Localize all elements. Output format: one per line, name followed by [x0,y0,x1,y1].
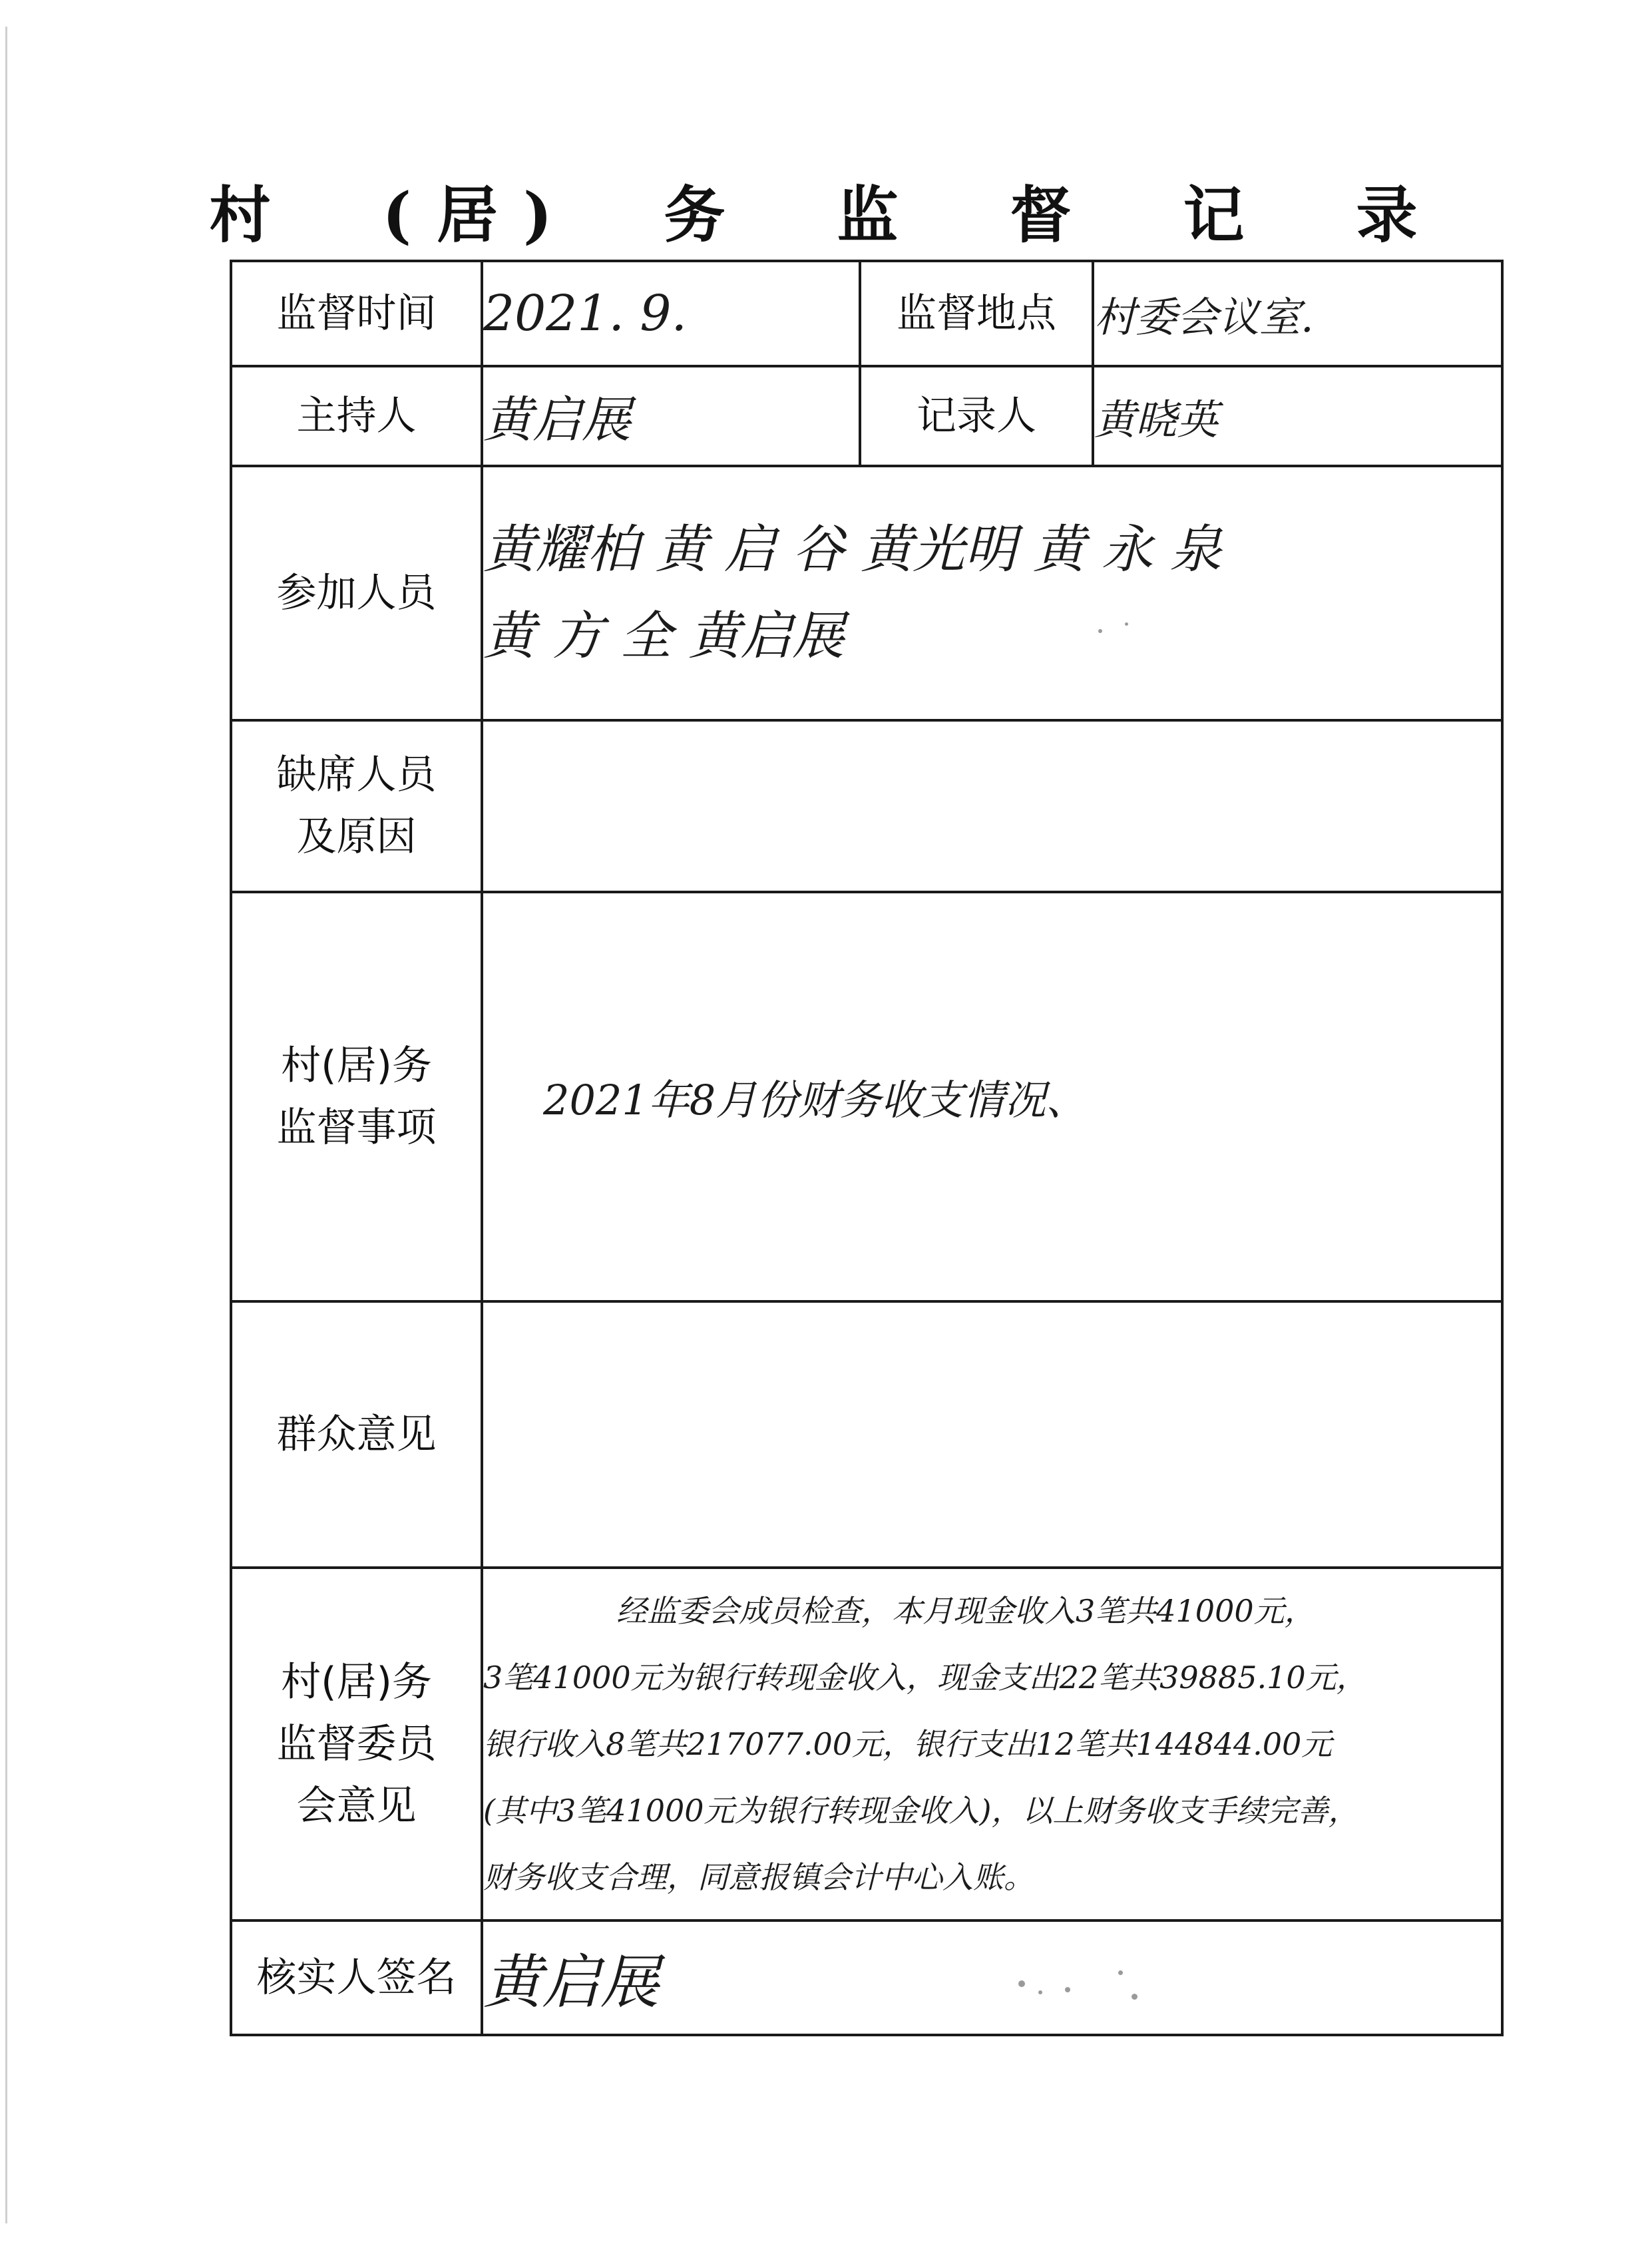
value-committee-opinion [482,1568,1502,1920]
page-title: 村 (居) 务 监 督 记 录 [209,179,1443,251]
row-host-recorder [231,366,1502,466]
value-attendees [482,466,1502,720]
committee-opinion-line-2: 3笔41000元为银行转现金收入，现金支出22笔共39885.10元， [483,1660,1367,1695]
scan-speck [1118,1970,1123,1975]
label-supervision-time: 监督时间 [231,261,482,366]
value-supervision-time: 2021. 9. [482,261,860,366]
row-attendees [231,466,1502,720]
label-public-opinion: 群众意见 [231,1301,482,1568]
committee-opinion-line-1: 经监委会成员检查，本月现金收入3笔共41000元， [616,1593,1315,1629]
row-time-place [231,261,1502,366]
label-matters-line-1: 村(居)务 [281,1042,432,1089]
verifier-signature: 黄启展 [482,1920,1502,2035]
row-committee-opinion [231,1568,1502,1920]
value-host: 黄启展 [482,366,860,466]
committee-opinion-line-3: 银行收入8笔共217077.00元，银行支出12笔共144844.00元 [483,1726,1333,1762]
committee-opinion-line-4: (其中3笔41000元为银行转现金收入)，以上财务收支手续完善， [483,1793,1359,1829]
scan-speck [1125,622,1128,626]
value-recorder: 黄晓英 [1093,366,1502,466]
label-committee-line-3: 会意见 [296,1782,417,1829]
label-absent-line-2: 及原因 [296,813,417,860]
row-matters [231,892,1502,1301]
label-verifier: 核实人签名 [231,1920,482,2035]
row-absent [231,720,1502,892]
value-public-opinion [482,1301,1502,1568]
value-matters: 2021年8月份财务收支情况、 [482,892,1502,1301]
label-matters-line-2: 监督事项 [276,1104,437,1151]
label-absent [231,720,482,892]
label-matters [231,892,482,1301]
row-public-opinion [231,1301,1502,1568]
label-attendees: 参加人员 [231,466,482,720]
attendees-line-1: 黄耀柏 黄 启 谷 黄光明 黄 永 泉 [483,520,1222,580]
scan-edge-line [5,27,7,2223]
label-recorder: 记录人 [860,366,1093,466]
supervision-record-table [230,260,1504,2036]
committee-opinion-line-5: 财务收支合理，同意报镇会计中心入账。 [483,1859,1034,1895]
label-committee-line-2: 监督委员 [276,1720,437,1767]
value-supervision-place: 村委会议室. [1093,261,1502,366]
label-supervision-place: 监督地点 [860,261,1093,366]
label-committee-opinion [231,1568,482,1920]
attendees-line-2: 黄 方 全 黄启展 [483,606,845,666]
label-host: 主持人 [231,366,482,466]
scan-speck [1038,1990,1042,1994]
label-committee-line-1: 村(居)务 [281,1658,432,1705]
label-absent-line-1: 缺席人员 [276,752,437,798]
scan-speck [1065,1987,1070,1992]
row-verifier [231,1920,1502,2035]
scan-speck [1132,1994,1137,2000]
scan-speck [1098,629,1102,633]
value-absent [482,720,1502,892]
scan-speck [1018,1980,1025,1987]
